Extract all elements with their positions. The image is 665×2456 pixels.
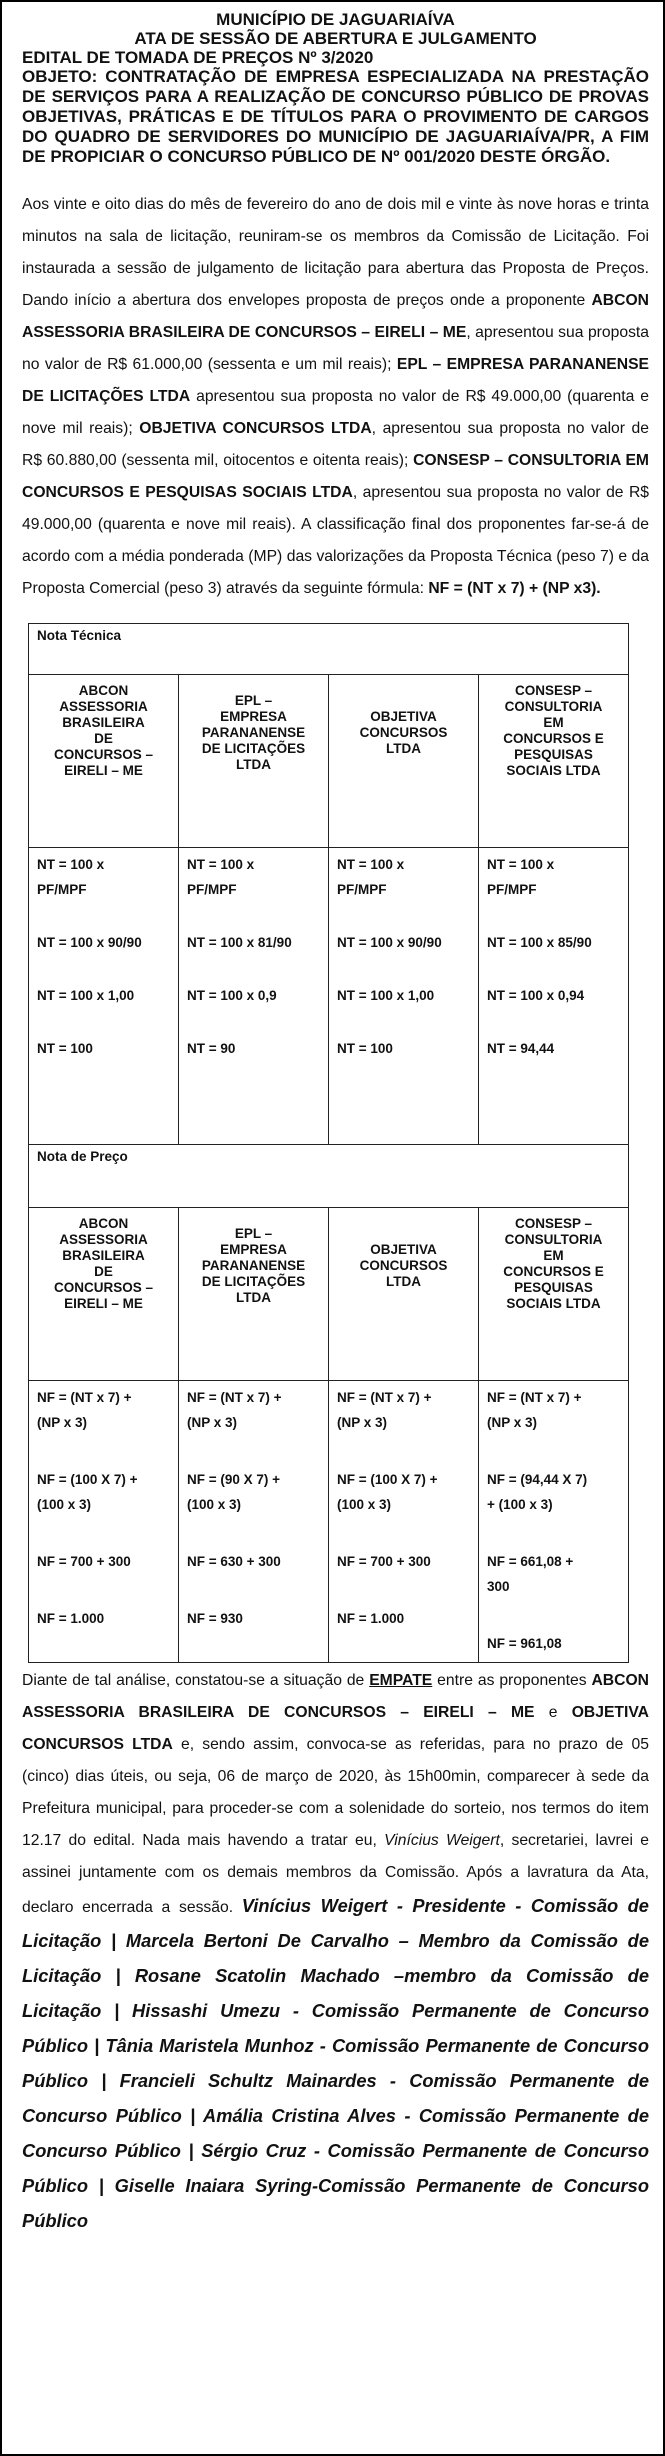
nt-values-row (29, 848, 629, 1145)
consesp-name: CONSESP – CONSULTORIA EM CONCURSOS E PESQUISAS SOCIAIS LTDA (22, 452, 649, 501)
nf-values-row (29, 1381, 629, 1663)
company-header-consesp: CONSESP – CONSULTORIA EM CONCURSOS E PESQUISAS SOCIAIS LTDA (479, 675, 629, 848)
nf-cell-consesp: NF = (NT x 7) + (NP x 3) NF = (94,44 X 7) + (100 x 3) NF = 661,08 + 300 NF = 961,08 (479, 1381, 629, 1663)
abcon-name: ABCON ASSESSORIA BRASILEIRA DE CONCURSOS – EIRELI – ME (22, 292, 649, 341)
company-header-epl: EPL – EMPRESA PARANANENSE DE LICITAÇÕES LTDA (179, 675, 329, 848)
company-header-epl-2: EPL – EMPRESA PARANANENSE DE LICITAÇÕES LTDA (179, 1208, 329, 1381)
objetiva-name-2: OBJETIVA CONCURSOS LTDA (22, 1704, 649, 1753)
nt-cell-objetiva: NT = 100 x PF/MPF NT = 100 x 90/90 NT = 100 x 1,00 NT = 100 (329, 848, 479, 1145)
results-table (28, 623, 628, 1663)
company-header-abcon-2: ABCON ASSESSORIA BRASILEIRA DE CONCURSOS – EIRELI – ME (29, 1208, 179, 1381)
intro-paragraph: Aos vinte e oito dias do mês de fevereiro do ano de dois mil e vinte às nove horas e trinta minutos na sala de licitação, reuniram-se os membros da Comissão de Licitação. Foi instaurada a sessão de julgamento de licitação para abertura das Proposta de Preços. Dando início a abertura dos envelopes proposta de preços onde a proponente ABCON ASSESSORIA BRASILEIRA DE CONCURSOS – EIRELI – ME, apresentou sua proposta no valor de R$ 61.000,00 (sessenta e um mil reais); EPL – EMPRESA PARANANENSE DE LICITAÇÕES LTDA apresentou sua proposta no valor de R$ 49.000,00 (quarenta e nove mil reais); OBJETIVA CONCURSOS LTDA, apresentou sua proposta no valor de R$ 60.880,00 (sessenta mil, oitocentos e oitenta reais); CONSESP – CONSULTORIA EM CONCURSOS E PESQUISAS SOCIAIS LTDA, apresentou sua proposta no valor de R$ 49.000,00 (quarenta e nove mil reais). A classificação final dos proponentes far-se-á de acordo com a média ponderada (MP) das valorizações da Proposta Técnica (peso 7) e da Proposta Comercial (peso 3) através da seguinte fórmula: NF = (NT x 7) + (NP x3). (22, 196, 650, 597)
objetiva-name: OBJETIVA CONCURSOS LTDA (139, 420, 372, 437)
municipio-title: MUNICÍPIO DE JAGUARIAÍVA (216, 10, 455, 29)
formula: NF = (NT x 7) + (NP x3). (428, 580, 601, 597)
epl-name: EPL – EMPRESA PARANANENSE DE LICITAÇÕES LTDA (22, 356, 650, 405)
nota-tecnica-label: Nota Técnica (29, 624, 629, 675)
edital-title: EDITAL DE TOMADA DE PREÇOS Nº 3/2020 (22, 48, 374, 67)
nf-cell-epl: NF = (NT x 7) + (NP x 3) NF = (90 X 7) + (100 x 3) NF = 630 + 300 NF = 930 (179, 1381, 329, 1663)
nt-company-row (29, 675, 629, 848)
nf-company-row (29, 1208, 629, 1381)
company-header-objetiva-2: OBJETIVA CONCURSOS LTDA (329, 1208, 479, 1381)
nt-cell-consesp: NT = 100 x PF/MPF NT = 100 x 85/90 NT = 100 x 0,94 NT = 94,44 (479, 848, 629, 1145)
nf-cell-abcon: NF = (NT x 7) + (NP x 3) NF = (100 X 7) + (100 x 3) NF = 700 + 300 NF = 1.000 (29, 1381, 179, 1663)
company-header-consesp-2: CONSESP – CONSULTORIA EM CONCURSOS E PESQUISAS SOCIAIS LTDA (479, 1208, 629, 1381)
company-header-abcon: ABCON ASSESSORIA BRASILEIRA DE CONCURSOS – EIRELI – ME (29, 675, 179, 848)
abcon-name-2: ABCON ASSESSORIA BRASILEIRA DE CONCURSOS – EIRELI – ME (22, 1672, 649, 1721)
nt-cell-abcon: NT = 100 x PF/MPF NT = 100 x 90/90 NT = 100 x 1,00 NT = 100 (29, 848, 179, 1145)
secretario-name: Vinícius Weigert (384, 1832, 500, 1849)
closing-paragraph: Diante de tal análise, constatou-se a situação de EMPATE entre as proponentes ABCON ASSESSORIA BRASILEIRA DE CONCURSOS – EIRELI – ME e OBJETIVA CONCURSOS LTDA e, sendo assim, convoca-se as referidas, para no prazo de 05 (cinco) dias úteis, ou seja, 06 de março de 2020, às 15h00min, comparecer à sede da Prefeitura municipal, para proceder-se com a solenidade do sorteio, nos termos do item 12.17 do edital. Nada mais havendo a tratar eu, Vinícius Weigert, secretariei, lavrei e assinei juntamente com os demais membros da Comissão. Após a lavratura da Ata, declaro encerrada a sessão. Vinícius Weigert - Presidente - Comissão de Licitação | Marcela Bertoni De Carvalho – Membro da Comissão de Licitação | Rosane Scatolin Machado –membro da Comissão de Licitação | Hissashi Umezu - Comissão Permanente de Concurso Público | Tânia Maristela Munhoz - Comissão Permanente de Concurso Público | Francieli Schultz Mainardes - Comissão Permanente de Concurso Público | Amália Cristina Alves - Comissão Permanente de Concurso Público | Sérgio Cruz - Comissão Permanente de Concurso Público | Giselle Inaiara Syring-Comissão Permanente de Concurso Público (22, 1672, 649, 2231)
company-header-objetiva: OBJETIVA CONCURSOS LTDA (329, 675, 479, 848)
empate-word: EMPATE (369, 1672, 433, 1689)
nota-preco-label: Nota de Preço (29, 1145, 629, 1208)
signatures: Vinícius Weigert - Presidente - Comissão de Licitação | Marcela Bertoni De Carvalho – Membro da Comissão de Licitação | Rosane Scatolin Machado –membro da Comissão de Licitação | Hissashi Umezu - Comissão Permanente de Concurso Público | Tânia Maristela Munhoz - Comissão Permanente de Concurso Público | Francieli Schultz Mainardes - Comissão Permanente de Concurso Público | Amália Cristina Alves - Comissão Permanente de Concurso Público | Sérgio Cruz - Comissão Permanente de Concurso Público | Giselle Inaiara Syring-Comissão Permanente de Concurso Público (22, 1895, 649, 2231)
nf-cell-objetiva: NF = (NT x 7) + (NP x 3) NF = (100 X 7) + (100 x 3) NF = 700 + 300 NF = 1.000 (329, 1381, 479, 1663)
nt-cell-epl: NT = 100 x PF/MPF NT = 100 x 81/90 NT = 100 x 0,9 NT = 90 (179, 848, 329, 1145)
objeto-text: OBJETO: CONTRATAÇÃO DE EMPRESA ESPECIALIZADA NA PRESTAÇÃO DE SERVIÇOS PARA A REALIZAÇÃO DE CONCURSO PÚBLICO DE PROVAS OBJETIVAS, PRÁTICAS E DE TÍTULOS PARA O PROVIMENTO DE CARGOS DO QUADRO DE SERVIDORES DO MUNICÍPIO DE JAGUARIAÍVA/PR, A FIM DE PROPICIAR O CONCURSO PÚBLICO DE Nº 001/2020 DESTE ÓRGÃO. (22, 67, 649, 166)
ata-title: ATA DE SESSÃO DE ABERTURA E JULGAMENTO (134, 29, 537, 48)
